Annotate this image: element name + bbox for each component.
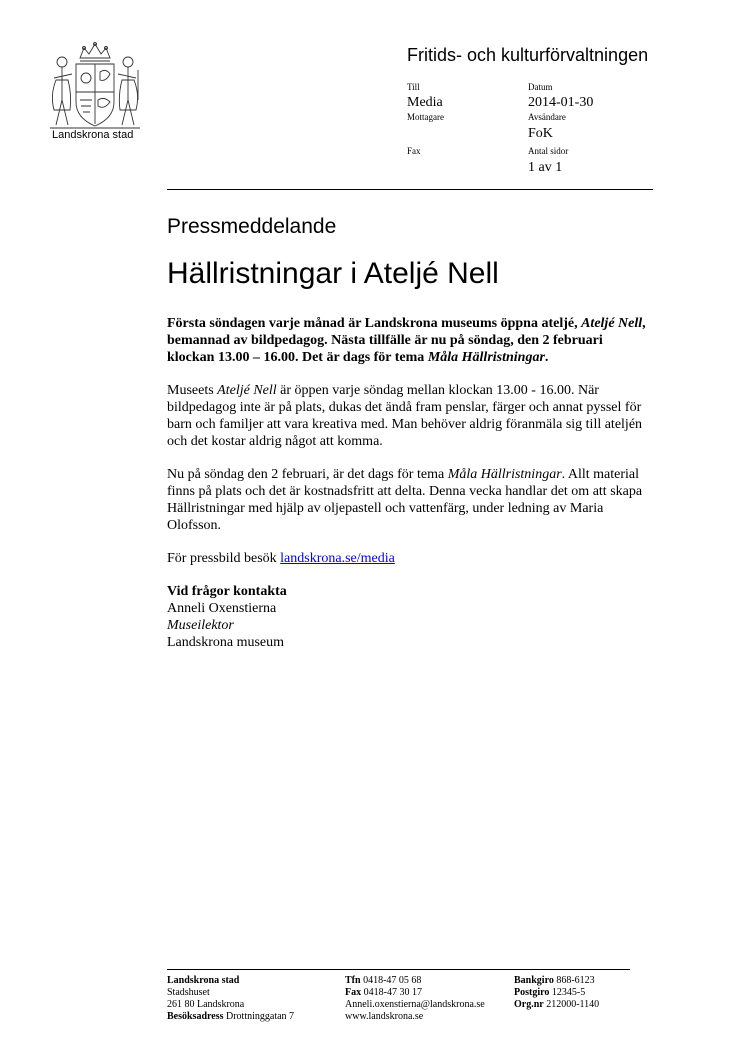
contact-block (167, 583, 647, 651)
press-link[interactable]: landskrona.se/media (280, 551, 395, 566)
datum-label: Datum (528, 82, 553, 92)
lead-text-4: Måla Hällristningar (427, 350, 545, 365)
till-label: Till (407, 82, 420, 92)
datum-value: 2014-01-30 (528, 95, 594, 110)
footer-orgnr-label: Org.nr (514, 999, 544, 1010)
avsandare-value: FoK (528, 126, 553, 141)
lead-text-1: Första söndagen varje månad är Landskrona museums öppna ateljé, (167, 316, 582, 331)
footer-tfn-label: Tfn (345, 975, 361, 986)
footer-postgiro-label: Postgiro (514, 987, 550, 998)
lead-text-3: , bemannad av bildpedagog. Nästa tillfälle är nu på söndag, den 2 februari klockan 13.00 – 16.00. Det är dags för tema (167, 316, 646, 365)
contact-org: Landskrona museum (167, 635, 285, 650)
footer-visit-label: Besöksadress (167, 1011, 224, 1022)
contact-name: Anneli Oxenstierna (167, 601, 277, 616)
para1-text-2: Ateljé Nell (217, 383, 277, 398)
footer-visit-value: Drottninggatan 7 (223, 1011, 295, 1022)
lead-text-5: . (544, 350, 549, 365)
press-paragraph (167, 550, 647, 567)
footer-divider (167, 969, 630, 970)
footer-postgiro-value: 12345-5 (549, 987, 586, 998)
kicker: Pressmeddelande (167, 215, 337, 238)
till-value: Media (407, 95, 443, 110)
paragraph-1 (167, 382, 647, 450)
header-divider (167, 189, 653, 190)
footer-fax-value: 0418-47 30 17 (361, 987, 422, 998)
contact-heading: Vid frågor kontakta (167, 584, 287, 599)
footer-orgnr-value: 212000-1140 (543, 999, 600, 1010)
lead-text-2: Ateljé Nell (581, 316, 643, 331)
fax-label: Fax (407, 146, 421, 156)
logo-caption: Landskrona stad (52, 129, 134, 141)
footer-web: www.landskrona.se (345, 1011, 424, 1022)
avsandare-label: Avsändare (528, 112, 566, 122)
footer-bankgiro-value: 868-6123 (553, 975, 595, 986)
headline: Hällristningar i Ateljé Nell (167, 257, 499, 290)
para2-text-3: . Allt material finns på plats och det är kostnadsfritt att delta. Denna vecka handlar det om att skapa Hällristningar med hjälp av oljepastell och vattenfärg, under ledning av Maria Olofsson. (167, 467, 643, 533)
paragraph-2 (167, 466, 647, 534)
footer-address-line3: 261 80 Landskrona (167, 999, 245, 1010)
antal-sidor-value: 1 av 1 (528, 160, 563, 175)
department-name: Fritids- och kulturförvaltningen (407, 45, 649, 65)
para2-text-1: Nu på söndag den 2 februari, är det dags för tema (167, 467, 448, 482)
footer-email: Anneli.oxenstierna@landskrona.se (345, 999, 485, 1010)
footer-address-line2: Stadshuset (167, 987, 210, 998)
antal-sidor-label: Antal sidor (528, 146, 569, 156)
body-content (167, 315, 647, 651)
mottagare-label: Mottagare (407, 112, 444, 122)
lead-paragraph (167, 315, 647, 366)
para2-text-2: Måla Hällristningar (447, 467, 562, 482)
footer-bankgiro-label: Bankgiro (514, 975, 554, 986)
footer-col-address (167, 975, 294, 1023)
footer-org-name: Landskrona stad (167, 975, 240, 986)
para1-text-3: är öppen varje söndag mellan klockan 13.00 - 16.00. När bildpedagog inte är på plats, dukas det ändå fram penslar, färger och annat pyssel för barn och familjer att vara kreativa med. Man behöver aldrig föranmäla sig till ateljén och det kostar aldrig något att komma. (167, 383, 643, 449)
para1-text-1: Museets (167, 383, 218, 398)
footer-col-bank (514, 975, 599, 1011)
footer-tfn-value: 0418-47 05 68 (360, 975, 422, 986)
contact-title: Museilektor (167, 618, 234, 633)
footer-fax-label: Fax (345, 987, 362, 998)
press-text: För pressbild besök (167, 551, 281, 566)
footer-col-contact (345, 975, 485, 1023)
